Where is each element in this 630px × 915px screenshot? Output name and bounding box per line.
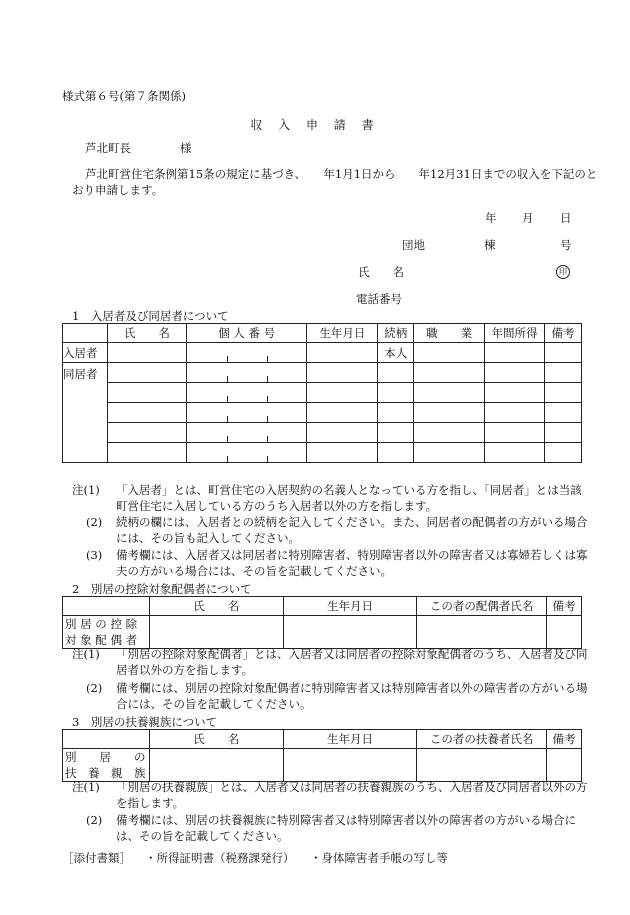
cell-name[interactable] — [107, 423, 186, 443]
cell-my-number[interactable] — [186, 403, 307, 423]
cell-birthdate[interactable] — [283, 749, 417, 782]
cell-remarks[interactable] — [547, 749, 582, 782]
cell-name[interactable] — [107, 343, 186, 363]
cell-name[interactable] — [107, 443, 186, 463]
note-number: (3) — [86, 548, 103, 562]
note-text-cont: 夫の方がいる場合には、その旨を記載してください。 — [116, 564, 392, 578]
cell-remarks[interactable] — [547, 616, 582, 649]
cell-my-number[interactable] — [186, 423, 307, 443]
table-row — [63, 363, 582, 383]
cell-birthdate[interactable] — [307, 423, 378, 443]
header-birthdate: 生年月日 — [283, 597, 417, 616]
address-to: 棟 — [484, 238, 496, 252]
row-label-cohabitant: 同居者 — [63, 363, 108, 463]
table-header-row — [63, 597, 582, 616]
cell-occupation[interactable] — [414, 443, 485, 463]
attachment-item-disability-handbook: ・身体障害者手帳の写し等 — [310, 851, 448, 865]
header-blank — [63, 597, 150, 616]
page-title: 収 入 申 請 書 — [250, 118, 380, 132]
section3-heading: 3 別居の扶養親族について — [72, 715, 218, 729]
note3-1 — [72, 779, 588, 811]
cell-occupation[interactable] — [414, 423, 485, 443]
row-label-line2: 対 象 配 偶 者 — [65, 633, 138, 647]
header-blank — [63, 324, 108, 343]
cell-income[interactable] — [485, 363, 545, 383]
table-row — [63, 749, 582, 782]
section3-table — [62, 729, 582, 782]
header-spouse-name: この者の配偶者氏名 — [417, 597, 547, 616]
cell-name[interactable] — [107, 403, 186, 423]
note-text: 備考欄には、別居の扶養親族に特別障害者又は特別障害者以外の障害者の方がいる場合に — [116, 813, 576, 827]
seal-icon: 印 — [556, 265, 570, 279]
header-remarks: 備考 — [547, 597, 582, 616]
cell-occupation[interactable] — [414, 343, 485, 363]
cell-name[interactable] — [107, 383, 186, 403]
cell-occupation[interactable] — [414, 383, 485, 403]
cell-my-number[interactable] — [186, 383, 307, 403]
cell-relation[interactable] — [378, 443, 414, 463]
cell-remarks[interactable] — [544, 443, 581, 463]
section2-heading: 2 別居の控除対象配偶者について — [72, 582, 252, 596]
table-row — [63, 443, 582, 463]
name-label: 氏 名 — [358, 265, 404, 279]
note-text-cont: には、その旨も記入してください。 — [116, 531, 300, 545]
header-name: 氏 名 — [149, 730, 283, 749]
cell-relation[interactable] — [378, 383, 414, 403]
note1-1 — [72, 482, 582, 514]
date-month: 月 — [522, 211, 534, 225]
note-text: 「別居の控除対象配偶者」とは、入居者又は同居者の控除対象配偶者のうち、入居者及び同 — [116, 647, 588, 661]
row-label-line1: 別 居 の 控 除 — [65, 617, 138, 631]
table-header-row — [63, 324, 582, 343]
cell-name[interactable] — [149, 749, 283, 782]
note-text-cont: 町営住宅に入居している方のうち入居者以外の方を指します。 — [116, 499, 438, 513]
note2-2 — [86, 680, 588, 712]
header-my-number: 個 人 番 号 — [186, 324, 307, 343]
header-annual-income: 年間所得 — [485, 324, 545, 343]
cell-birthdate[interactable] — [283, 616, 417, 649]
note-text: 続柄の欄には、入居者との続柄を記入してください。また、同居者の配偶者の方がいる場合 — [116, 515, 588, 529]
form-number: 様式第６号(第７条関係) — [62, 89, 186, 103]
note-text: 「別居の扶養親族」とは、入居者又は同居者の扶養親族のうち、入居者及び同居者以外の方 — [116, 780, 588, 794]
cell-supporter-name[interactable] — [417, 749, 547, 782]
attachments-label: ［添付書類］ — [62, 851, 131, 865]
cell-relation[interactable] — [378, 403, 414, 423]
cell-name[interactable] — [107, 363, 186, 383]
row-label-line2: 扶 養 親 族 — [65, 766, 146, 780]
cell-birthdate[interactable] — [307, 343, 378, 363]
note-text-cont: は、その旨を記載してください。 — [116, 829, 289, 843]
note-number: (2) — [86, 681, 103, 695]
note3-2 — [86, 812, 576, 844]
table-row — [63, 616, 582, 649]
note-text: 「入居者」とは、町営住宅の入居契約の名義人となっている方を指し、「同居者」とは当該 — [116, 483, 582, 497]
table-row — [63, 403, 582, 423]
header-supporter-name: この者の扶養者氏名 — [417, 730, 547, 749]
note1-3 — [86, 547, 588, 579]
seal-mark — [556, 263, 570, 279]
table-row — [63, 343, 582, 363]
cell-birthdate[interactable] — [307, 443, 378, 463]
note-number: (2) — [86, 515, 103, 529]
note-text-cont: 合には、その旨を記載してください。 — [116, 697, 312, 711]
cell-remarks[interactable] — [544, 343, 581, 363]
addressee: 芦北町長 — [85, 141, 131, 155]
cell-income[interactable] — [485, 343, 545, 363]
table-header-row — [63, 730, 582, 749]
header-blank — [63, 730, 150, 749]
note1-2 — [86, 514, 588, 546]
cell-income[interactable] — [485, 403, 545, 423]
address-go: 号 — [560, 238, 572, 252]
cell-occupation[interactable] — [414, 363, 485, 383]
note-number: 注(1) — [72, 780, 100, 794]
cell-relation-resident: 本人 — [378, 343, 414, 363]
header-name: 氏 名 — [149, 597, 283, 616]
cell-spouse-name[interactable] — [417, 616, 547, 649]
cell-income[interactable] — [485, 443, 545, 463]
phone-label: 電話番号 — [356, 292, 402, 306]
table-row — [63, 383, 582, 403]
header-relation: 続柄 — [378, 324, 414, 343]
note-number: 注(1) — [72, 647, 100, 661]
attachment-item-income-certificate: ・所得証明書（税務課発行） — [145, 851, 295, 865]
intro-line-1: 芦北町営住宅条例第15条の規定に基づき、 年1月1日から 年12月31日までの収入を下記のと — [85, 167, 598, 181]
header-name: 氏 名 — [107, 324, 186, 343]
note-text-cont: を指します。 — [116, 796, 185, 810]
cell-remarks[interactable] — [544, 423, 581, 443]
table-row — [63, 423, 582, 443]
cell-name[interactable] — [149, 616, 283, 649]
row-label-separated-dependent — [63, 749, 150, 782]
cell-remarks[interactable] — [544, 363, 581, 383]
cell-income[interactable] — [485, 423, 545, 443]
note2-1 — [72, 646, 588, 678]
cell-birthdate[interactable] — [307, 383, 378, 403]
header-remarks: 備考 — [544, 324, 581, 343]
note-number: 注(1) — [72, 483, 100, 497]
cell-my-number[interactable] — [186, 443, 307, 463]
section1-table — [62, 323, 582, 463]
section2-table — [62, 596, 582, 649]
date-day: 日 — [560, 211, 572, 225]
cell-relation[interactable] — [378, 363, 414, 383]
header-remarks: 備考 — [547, 730, 582, 749]
cell-birthdate[interactable] — [307, 403, 378, 423]
header-occupation: 職 業 — [414, 324, 485, 343]
note-number: (2) — [86, 813, 103, 827]
cell-income[interactable] — [485, 383, 545, 403]
note-text: 備考欄には、別居の控除対象配偶者に特別障害者又は特別障害者以外の障害者の方がいる場 — [116, 681, 588, 695]
addressee-suffix: 様 — [180, 141, 192, 155]
note-text-cont: 居者以外の方を指します。 — [116, 663, 254, 677]
row-label-line1: 別 居 の — [65, 750, 146, 764]
intro-line-2: おり申請します。 — [72, 183, 164, 197]
header-birthdate: 生年月日 — [283, 730, 417, 749]
row-label-resident: 入居者 — [63, 343, 108, 363]
section1-heading: 1 入居者及び同居者について — [72, 309, 229, 323]
header-birthdate: 生年月日 — [307, 324, 378, 343]
cell-my-number[interactable] — [186, 343, 307, 363]
date-year: 年 — [485, 211, 497, 225]
row-label-separated-spouse — [63, 616, 150, 649]
cell-my-number[interactable] — [186, 363, 307, 383]
address-danchi: 団地 — [402, 238, 425, 252]
cell-birthdate[interactable] — [307, 363, 378, 383]
cell-remarks[interactable] — [544, 383, 581, 403]
note-text: 備考欄には、入居者又は同居者に特別障害者、特別障害者以外の障害者又は寡婦若しくは寡 — [116, 548, 588, 562]
cell-occupation[interactable] — [414, 403, 485, 423]
cell-relation[interactable] — [378, 423, 414, 443]
cell-remarks[interactable] — [544, 403, 581, 423]
